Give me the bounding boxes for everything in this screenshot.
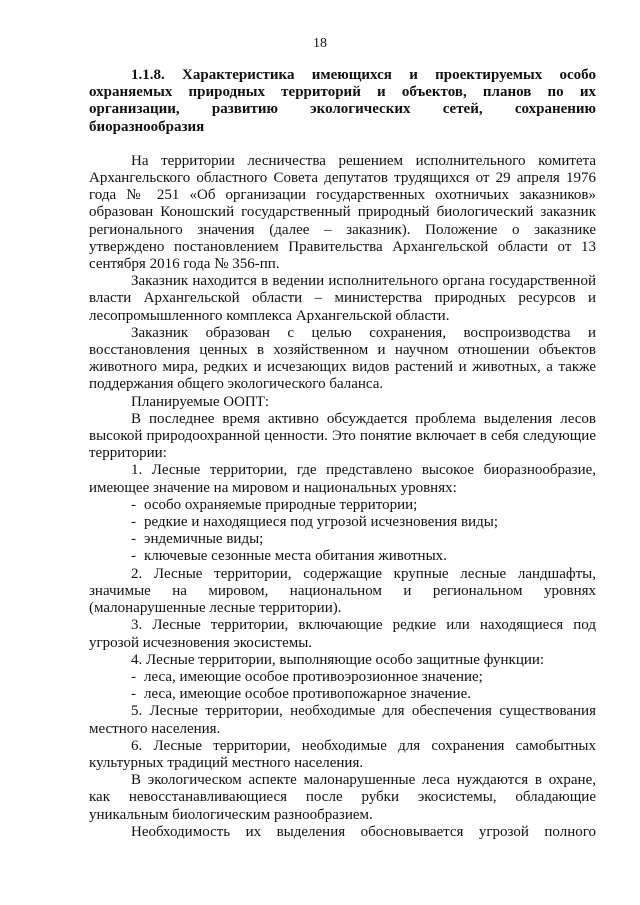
paragraph-planned-areas: Планируемые ООПТ:	[131, 393, 270, 410]
list-item-text: эндемичные виды;	[144, 531, 264, 548]
paragraph-item-6: 6. Лесные территории, необходимые для сохранения самобытных культурных традиций местного населения.	[89, 737, 596, 771]
paragraph-reserve-purpose: Заказник образован с целью сохранения, воспроизводства и восстановления ценных в хозяйственном и научном отношении объектов животного мира, редких и исчезающих видов растений и животных, а также поддержания общего экологического баланса.	[89, 324, 596, 393]
paragraph-item-4: 4. Лесные территории, выполняющие особо защитные функции:	[131, 651, 545, 668]
bullet-dash: -	[131, 531, 136, 548]
list-item	[89, 514, 596, 531]
list-item-text: особо охраняемые природные территории;	[144, 496, 418, 513]
paragraph-item-3: 3. Лесные территории, включающие редкие или находящиеся под угрозой исчезновения экосистемы.	[89, 617, 596, 651]
document-body	[89, 67, 596, 841]
paragraph-reserve-management: Заказник находится в ведении исполнительного органа государственной власти Архангельской области – министерства природных ресурсов и лесопромышленного комплекса Архангельской области.	[89, 273, 596, 324]
paragraph-ecological-aspect: В экологическом аспекте малонарушенные леса нуждаются в охране, как невосстанавливающиеся после рубки экосистемы, обладающие уникальным биологическим разнообразием.	[89, 772, 596, 823]
paragraph-necessity: Необходимость их выделения обосновывается угрозой полного	[131, 823, 596, 840]
list-item	[89, 497, 596, 514]
list-item-text: леса, имеющие особое противопожарное значение.	[144, 686, 471, 703]
page-number: 18	[313, 36, 327, 51]
paragraph-hcv-forests: В последнее время активно обсуждается проблема выделения лесов высокой природоохранной ценности. Это понятие включает в себя следующие территории:	[89, 410, 596, 462]
list-item	[89, 548, 596, 565]
paragraph-item-2: 2. Лесные территории, содержащие крупные лесные ландшафты, значимые на мировом, национальном и региональном уровнях (малонарушенные лесные территории).	[89, 565, 596, 617]
list-item	[89, 669, 596, 686]
list-item-text: ключевые сезонные места обитания животных.	[144, 548, 447, 565]
section-heading: 1.1.8. Характеристика имеющихся и проектируемых особо охраняемых природных территорий и объектов, планов по их организации, развитию экологических сетей, сохранению биоразнообразия	[89, 67, 596, 135]
bullet-dash: -	[131, 668, 136, 685]
bullet-dash: -	[131, 548, 136, 565]
bullet-dash: -	[131, 514, 136, 531]
list-item-text: редкие и находящиеся под угрозой исчезновения виды;	[144, 514, 499, 531]
paragraph-item-1: 1. Лесные территории, где представлено высокое биоразнообразие, имеющее значение на мировом и национальных уровнях:	[89, 462, 596, 496]
list-item	[89, 686, 596, 703]
bullet-dash: -	[131, 686, 136, 703]
paragraph-reserve-establishment: На территории лесничества решением исполнительного комитета Архангельского областного Совета депутатов трудящихся от 29 апреля 1976 года № 251 «Об организации государственных охотничьих заказников» образован Коношский государственный природный биологический заказник регионального значения (далее – заказник). Положение о заказнике утверждено постановлением Правительства Архангельской области от 13 сентября 2016 года № 356-пп.	[89, 152, 596, 273]
bullet-dash: -	[131, 496, 136, 513]
paragraph-item-5: 5. Лесные территории, необходимые для обеспечения существования местного населения.	[89, 703, 596, 737]
list-item-text: леса, имеющие особое противоэрозионное значение;	[144, 668, 483, 685]
list-item	[89, 531, 596, 548]
